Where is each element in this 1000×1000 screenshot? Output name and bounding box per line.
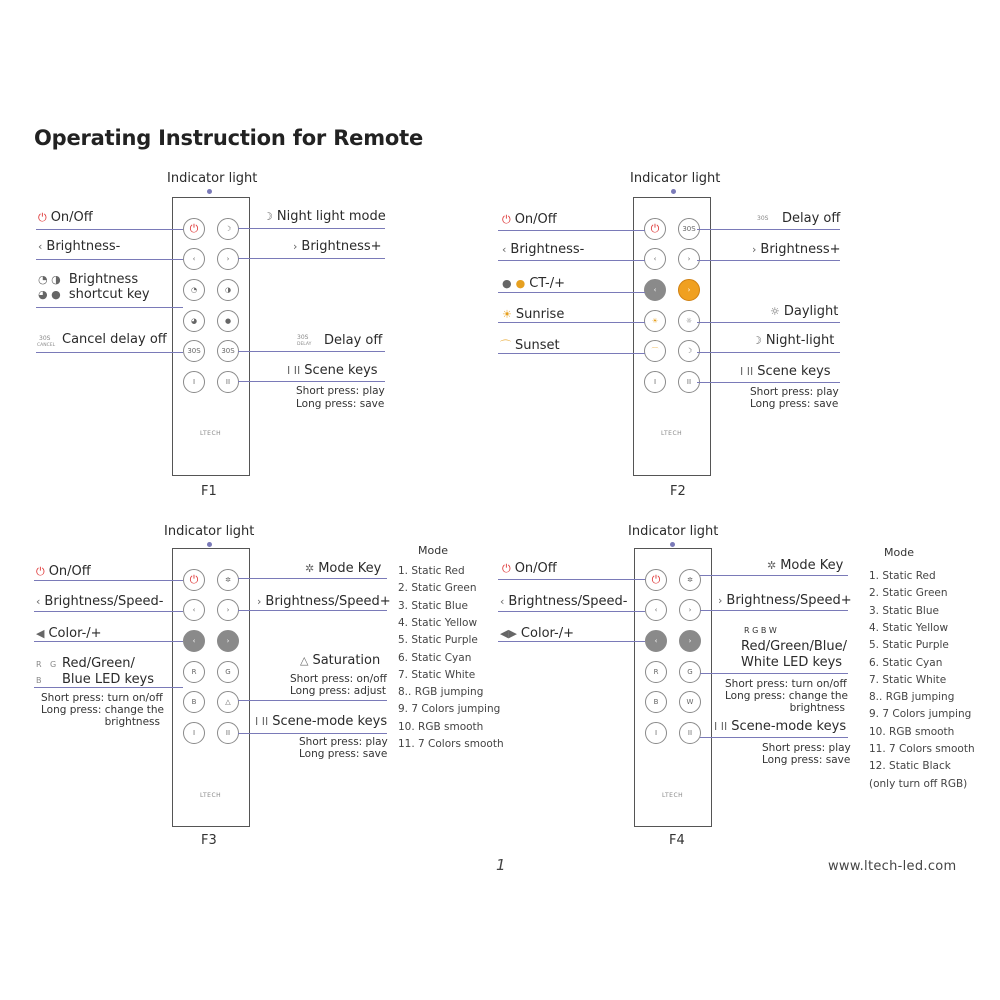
sunset-icon: ⌒ (500, 339, 511, 352)
brightness-shortcut-1[interactable]: ◔ (183, 279, 205, 301)
night-light-button[interactable]: ☽ (678, 340, 700, 362)
brightness-speed-plus-label: › Brightness/Speed+ (718, 593, 852, 608)
figure-caption: F4 (669, 833, 685, 848)
rgb-long-press-note: Long press: change the (41, 704, 164, 716)
letter-g: G (50, 660, 57, 669)
chevron-right-icon: › (293, 240, 298, 253)
mode-item: 12. Static Black (869, 760, 951, 773)
mode-button[interactable]: ✲ (217, 569, 239, 591)
scene-2-button[interactable]: II (678, 371, 700, 393)
power-button[interactable]: ⏻ (644, 218, 666, 240)
chevron-left-icon: ‹ (500, 595, 505, 608)
color-icon: ◀▶ (500, 627, 517, 640)
brightness-plus-label: › Brightness+ (293, 239, 382, 254)
indicator-light-dot (207, 189, 212, 194)
brightness-shortcut-4[interactable]: ● (217, 310, 239, 332)
page-number: 1 (496, 856, 506, 874)
indicator-light-label: Indicator light (630, 171, 721, 186)
scene-keys-label: I II Scene keys (287, 363, 378, 378)
chevron-right-icon: › (718, 594, 723, 607)
sunrise-button[interactable]: ☀ (644, 310, 666, 332)
long-press-note: Long press: save (299, 748, 388, 760)
sunrise-icon: ☀ (502, 308, 512, 321)
moon-icon: ☽ (263, 210, 273, 223)
mode-key-label: ✲ Mode Key (767, 558, 844, 573)
brightness-speed-plus-button[interactable]: › (217, 599, 239, 621)
rgb-keys-label: Red/Green/ (62, 656, 135, 671)
mode-item: 1. Static Red (398, 565, 465, 577)
power-button[interactable]: ⏻ (645, 569, 667, 591)
scene-2-button[interactable]: II (217, 371, 239, 393)
mode-icon: ✲ (767, 559, 777, 572)
scene-1-button[interactable]: I (183, 371, 205, 393)
rgbw-short-press-note: Short press: turn on/off (725, 678, 847, 690)
mode-key-label: ✲ Mode Key (305, 561, 382, 576)
figure-caption: F3 (201, 833, 217, 848)
color-plus-button[interactable]: › (217, 630, 239, 652)
mode-item: (only turn off RGB) (869, 777, 968, 790)
cancel-delay-label: Cancel delay off (62, 332, 167, 347)
night-light-label: ☽ Night light mode (263, 209, 386, 224)
remote-f3 (172, 548, 250, 827)
scene-mode-label: I II Scene-mode keys (714, 719, 847, 734)
onoff-label: ⏻ On/Off (502, 561, 557, 576)
remote-f4 (634, 548, 712, 827)
red-button[interactable]: R (183, 661, 205, 683)
sunset-label: ⌒ Sunset (500, 338, 560, 353)
brightness-minus-button[interactable]: ‹ (183, 248, 205, 270)
brightness-shortcut-3[interactable]: ◕ (183, 310, 205, 332)
color-label: ◀▶ Color-/+ (500, 626, 574, 641)
power-icon: ⏻ (502, 562, 511, 575)
mode-item: 5. Static Purple (398, 634, 478, 647)
mode-item: 3. Static Blue (398, 599, 468, 612)
mode-item: 11. 7 Colors smooth (398, 738, 504, 750)
mode-button[interactable]: ✲ (679, 569, 701, 591)
sun-icon: ☼ (770, 305, 780, 318)
onoff-label: ⏻ On/Off (36, 564, 91, 579)
brightness-shortcut-label: ◔ ◑ Brightness (38, 272, 139, 287)
mode-item: 11. 7 Colors smooth (869, 743, 975, 755)
brightness-speed-plus-button[interactable]: › (679, 599, 701, 621)
indicator-light-dot (207, 542, 212, 547)
scene-icons: I II (714, 720, 728, 733)
power-icon: ⏻ (36, 565, 45, 578)
chevron-right-icon: › (257, 595, 262, 608)
short-press-note: Short press: play (762, 742, 851, 754)
brand-logo: LTECH (661, 430, 683, 437)
brand-logo: LTECH (200, 430, 222, 437)
mode-item: 9. 7 Colors jumping (869, 708, 972, 721)
power-icon: ⏻ (38, 211, 47, 224)
sunrise-label: ☀ Sunrise (502, 307, 565, 322)
scene-icons: I II (287, 364, 301, 377)
red-button[interactable]: R (645, 661, 667, 683)
ct-minus-button[interactable]: ‹ (644, 279, 666, 301)
brightness-plus-button[interactable]: › (217, 248, 239, 270)
night-light-button[interactable]: ☽ (217, 218, 239, 240)
brightness-plus-label: › Brightness+ (752, 242, 841, 257)
saturation-button[interactable]: △ (217, 691, 239, 713)
delay-off-button[interactable]: 30S (217, 340, 239, 362)
mode-list-title: Mode (418, 544, 448, 557)
moon-icon: ☽ (752, 334, 762, 347)
brightness-plus-button[interactable]: › (678, 248, 700, 270)
mode-item: 7. Static White (398, 668, 476, 681)
scene-2-button[interactable]: II (217, 722, 239, 744)
letter-r: R (36, 660, 42, 669)
saturation-label: △ Saturation (300, 653, 381, 668)
power-button[interactable]: ⏻ (183, 569, 205, 591)
brightness-minus-label: ‹ Brightness- (38, 239, 121, 254)
mode-item: 2. Static Green (869, 587, 948, 600)
scene-2-button[interactable]: II (679, 722, 701, 744)
long-press-note: Long press: save (750, 398, 839, 410)
short-press-note: Short press: play (299, 736, 388, 748)
mode-item: 1. Static Red (869, 570, 936, 582)
mode-item: 6. Static Cyan (398, 651, 472, 664)
saturation-long-note: Long press: adjust (290, 685, 387, 697)
onoff-label: ⏻ On/Off (502, 212, 557, 227)
delay-off-label: Delay off (782, 211, 841, 226)
power-button[interactable]: ⏻ (183, 218, 205, 240)
chevron-left-icon: ‹ (36, 595, 41, 608)
night-light-label: ☽ Night-light (752, 333, 835, 348)
remote-f2 (633, 197, 711, 476)
green-button[interactable]: G (217, 661, 239, 683)
saturation-short-note: Short press: on/off (290, 673, 387, 685)
short-press-note: Short press: play (750, 386, 839, 398)
mode-item: 10. RGB smooth (869, 725, 955, 738)
mode-item: 8.. RGB jumping (398, 686, 484, 699)
onoff-label: ⏻ On/Off (38, 210, 93, 225)
ct-minus-icon: ● (502, 277, 512, 290)
brightness-speed-plus-label: › Brightness/Speed+ (257, 594, 391, 609)
scene-mode-label: I II Scene-mode keys (255, 714, 388, 729)
brightness-icons: ◔ ◑ (38, 273, 61, 286)
delay-off-button[interactable]: 30S (678, 218, 700, 240)
ct-plus-icon: ● (515, 277, 526, 290)
blue-button[interactable]: B (645, 691, 667, 713)
daylight-button[interactable]: ☼ (678, 310, 700, 332)
mode-item: 4. Static Yellow (869, 621, 949, 634)
mode-item: 5. Static Purple (869, 639, 949, 652)
mode-icon: ✲ (305, 562, 315, 575)
sunset-button[interactable]: ⌒ (644, 340, 666, 362)
saturation-icon: △ (300, 654, 309, 667)
scene-1-button[interactable]: I (644, 371, 666, 393)
color-icon: ◀ (36, 627, 45, 640)
brightness-speed-minus-button[interactable]: ‹ (183, 599, 205, 621)
green-button[interactable]: G (679, 661, 701, 683)
mode-item: 9. 7 Colors jumping (398, 703, 501, 716)
mode-item: 6. Static Cyan (869, 656, 943, 669)
brightness-shortcut-2[interactable]: ◑ (217, 279, 239, 301)
short-press-note: Short press: play (296, 385, 385, 397)
brand-logo: LTECH (200, 792, 222, 799)
mode-item: 4. Static Yellow (398, 616, 478, 629)
brightness-speed-minus-button[interactable]: ‹ (645, 599, 667, 621)
daylight-label: ☼ Daylight (770, 304, 839, 319)
ct-plus-button[interactable]: › (678, 279, 700, 301)
figure-caption: F2 (670, 484, 686, 499)
brightness-speed-minus-label: ‹ Brightness/Speed- (500, 594, 628, 609)
rgbw-letters: R G B W (744, 626, 777, 635)
ct-label: ● ● CT-/+ (502, 276, 566, 291)
mode-item: 8.. RGB jumping (869, 691, 955, 704)
brightness-minus-label: ‹ Brightness- (502, 242, 585, 257)
brightness-minus-button[interactable]: ‹ (644, 248, 666, 270)
brand-logo: LTECH (662, 792, 684, 799)
page-title: Operating Instruction for Remote (34, 126, 424, 150)
letter-b: B (36, 676, 42, 685)
rgbw-long-press-note: Long press: change the (725, 690, 848, 702)
indicator-light-dot (670, 542, 675, 547)
figure-caption: F1 (201, 484, 217, 499)
white-button[interactable]: W (679, 691, 701, 713)
chevron-left-icon: ‹ (38, 240, 43, 253)
indicator-light-label: Indicator light (164, 524, 255, 539)
color-minus-button[interactable]: ‹ (183, 630, 205, 652)
indicator-light-dot (671, 189, 676, 194)
indicator-light-label: Indicator light (628, 524, 719, 539)
long-press-note: Long press: save (296, 398, 385, 410)
delay-off-label: Delay off (324, 333, 383, 348)
color-label: ◀ Color-/+ (36, 626, 102, 641)
blue-button[interactable]: B (183, 691, 205, 713)
remote-f1 (172, 197, 250, 476)
mode-list-title: Mode (884, 546, 914, 559)
long-press-note: Long press: save (762, 754, 851, 766)
brightness-speed-minus-label: ‹ Brightness/Speed- (36, 594, 164, 609)
chevron-right-icon: › (752, 243, 757, 256)
mode-item: 7. Static White (869, 673, 947, 686)
scene-icons: I II (740, 365, 754, 378)
cancel-delay-button[interactable]: 30S (183, 340, 205, 362)
rgbw-keys-label: Red/Green/Blue/ (741, 639, 847, 654)
color-plus-button[interactable]: › (679, 630, 701, 652)
scene-icons: I II (255, 715, 269, 728)
chevron-left-icon: ‹ (502, 243, 507, 256)
color-minus-button[interactable]: ‹ (645, 630, 667, 652)
mode-item: 3. Static Blue (869, 604, 939, 617)
indicator-light-label: Indicator light (167, 171, 258, 186)
mode-item: 2. Static Green (398, 582, 477, 595)
scene-1-button[interactable]: I (645, 722, 667, 744)
mode-item: 10. RGB smooth (398, 720, 484, 733)
power-icon: ⏻ (502, 213, 511, 226)
website-url: www.ltech-led.com (828, 859, 957, 874)
rgb-short-press-note: Short press: turn on/off (41, 692, 163, 704)
scene-1-button[interactable]: I (183, 722, 205, 744)
scene-keys-label: I II Scene keys (740, 364, 831, 379)
